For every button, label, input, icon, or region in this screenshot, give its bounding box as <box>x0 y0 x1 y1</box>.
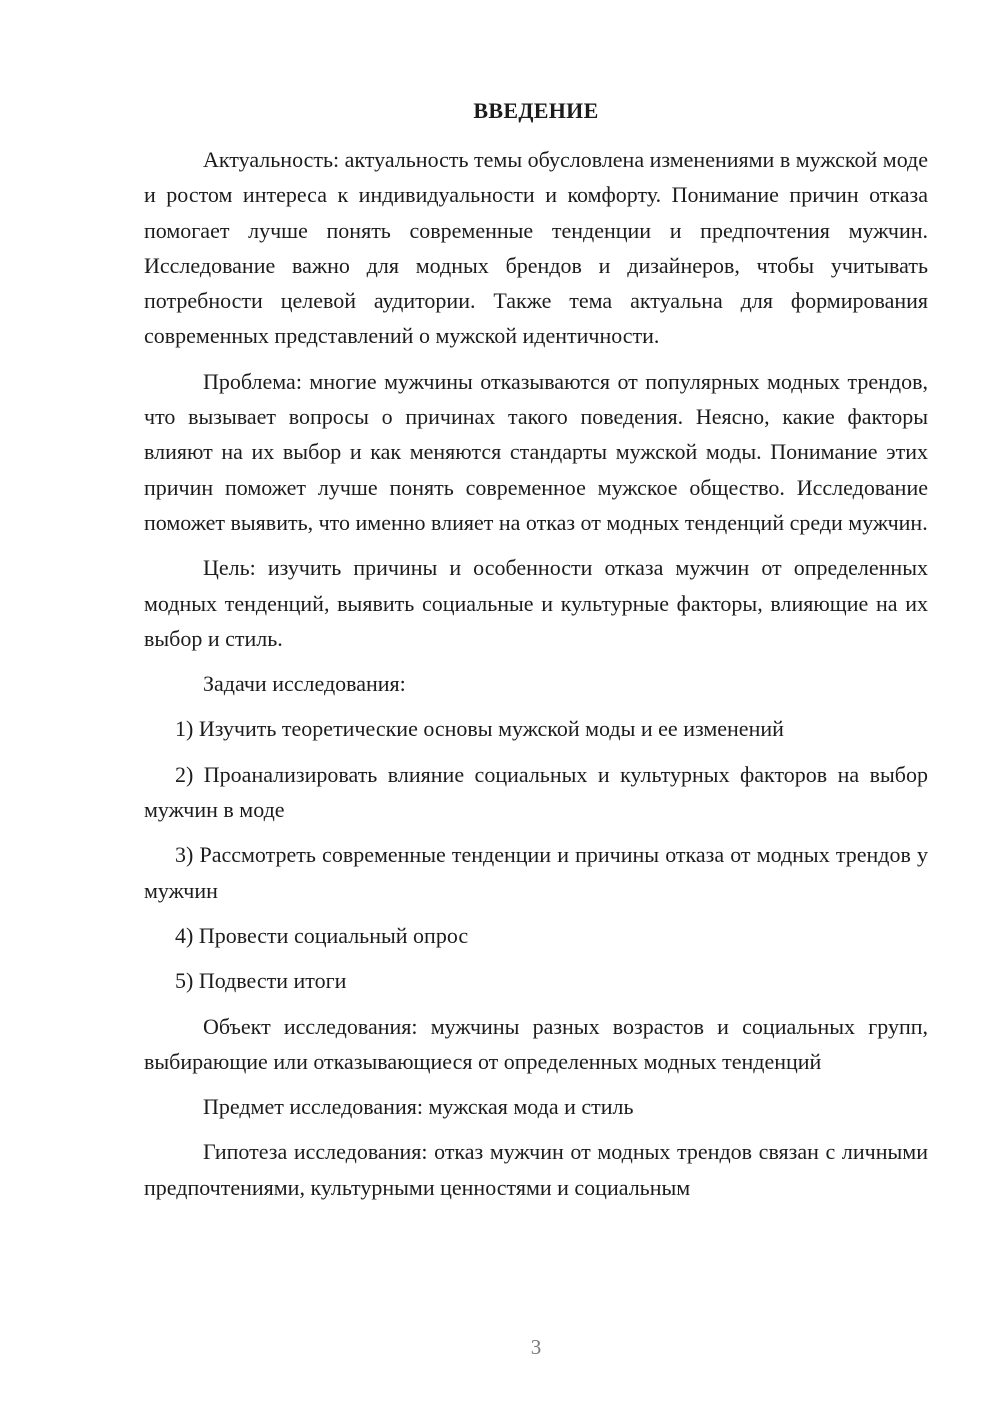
paragraph-goal: Цель: изучить причины и особенности отказа мужчин от определенных модных тенденций, выявить социальные и культурные факторы, влияющие на их выбор и стиль. <box>144 555 928 651</box>
list-item-task-2: 2) Проанализировать влияние социальных и культурных факторов на выбор мужчин в моде <box>144 761 928 823</box>
paragraph-relevance: Актуальность: актуальность темы обусловлена изменениями в мужской моде и ростом интереса к индивидуальности и комфорту. Понимание причин отказа помогает лучше понять современные тенденции и предпочтения мужчин. Исследование важно для модных брендов и дизайнеров, чтобы учитывать потребности целевой аудитории. Также тема актуальна для формирования современных представлений о мужской идентичности. <box>144 147 929 349</box>
page-title: ВВЕДЕНИЕ <box>473 98 599 123</box>
list-item-task-3: 3) Рассмотреть современные тенденции и причины отказа от модных трендов у мужчин <box>144 842 928 903</box>
list-item-task-4: 4) Провести социальный опрос <box>175 922 469 948</box>
paragraph-problem: Проблема: многие мужчины отказываются от популярных модных трендов, что вызывает вопросы о причинах такого поведения. Неясно, какие факторы влияют на их выбор и как меняются стандарты мужской моды. Понимание этих причин поможет лучше понять современное мужское общество. Исследование поможет выявить, что именно влияет на отказ от модных тенденций среди мужчин. <box>144 368 928 535</box>
paragraph-hypothesis: Гипотеза исследования: отказ мужчин от модных трендов связан с личными предпочтениями, культурными ценностями и социальным <box>144 1139 928 1200</box>
paragraph-object: Объект исследования: мужчины разных возрастов и социальных групп, выбирающие или отказывающиеся от определенных модных тенденций <box>144 1013 928 1074</box>
list-item-task-5: 5) Подвести итоги <box>175 968 347 994</box>
document-body <box>144 142 928 1215</box>
page-number: 3 <box>530 1335 542 1359</box>
paragraph-tasks-heading: Задачи исследования: <box>203 671 406 697</box>
paragraph-subject: Предмет исследования: мужская мода и стиль <box>203 1094 634 1120</box>
list-item-task-1: 1) Изучить теоретические основы мужской моды и ее изменений <box>175 716 784 742</box>
